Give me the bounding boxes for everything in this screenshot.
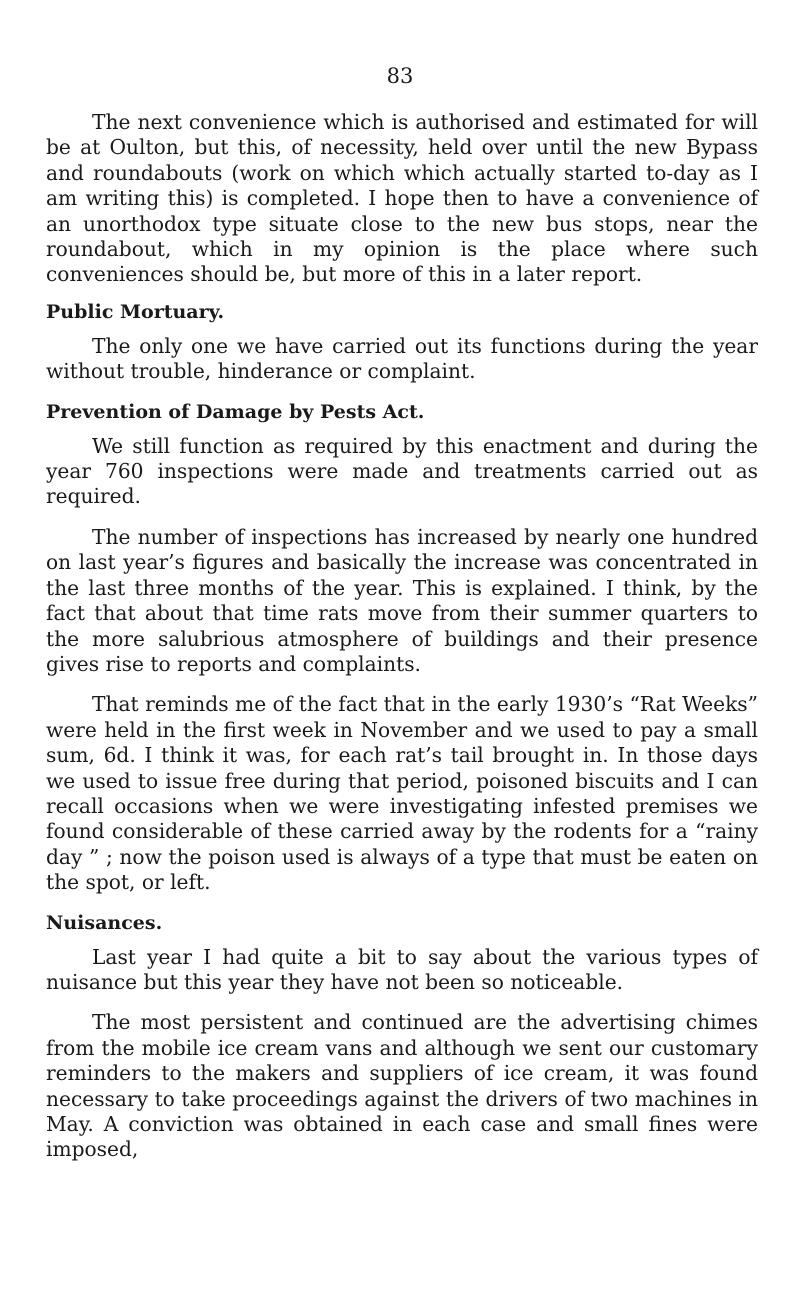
heading-prevention-of-damage-by-pests: Prevention of Damage by Pests Act. bbox=[46, 400, 425, 423]
nuisances-paragraph-1: Last year I had quite a bit to say about the various types of nuisance but this year they have not been so noticeable. bbox=[46, 944, 758, 994]
intro-paragraph: The next convenience which is authorised and estimated for will be at Oulton, but this, of necessity, held over until the new Bypass and roundabouts (work on which which actually started to-day as I am writing this) is completed. I hope then to have a convenience of an unorthodox type situate close to the new bus stops, near the roundabout, which in my opinion is the place where such conveniences should be, but more of this in a later report. bbox=[46, 110, 758, 287]
pests-paragraph-1: We still function as required by this enactment and during the year 760 inspections were made and treatments carried out as required. bbox=[46, 433, 758, 509]
document-body bbox=[46, 110, 758, 1163]
heading-nuisances: Nuisances. bbox=[46, 911, 163, 934]
nuisances-paragraph-2: The most persistent and continued are the advertising chimes from the mobile ice cream vans and although we sent our customary reminders to the makers and suppliers of ice cream, it was found necessary to take proceedings against the drivers of two machines in May. A conviction was obtained in each case and small fines were imposed, bbox=[46, 1010, 758, 1162]
pests-paragraph-2: The number of inspections has increased by nearly one hundred on last year’s figures and basically the increase was concentrated in the last three months of the year. This is explained. I think, by the fact that about that time rats move from their summer quarters to the more salubrious atmosphere of buildings and their presence gives rise to reports and complaints. bbox=[46, 524, 758, 676]
heading-public-mortuary: Public Mortuary. bbox=[46, 300, 225, 323]
page-number: 83 bbox=[386, 64, 414, 88]
pests-paragraph-3: That reminds me of the fact that in the early 1930’s “Rat Weeks” were held in the first week in November and we used to pay a small sum, 6d. I think it was, for each rat’s tail brought in. In those days we used to issue free during that period, poisoned biscuits and I can recall occasions when we were investigating infested premises we found considerable of these carried away by the rodents for a “rainy day ” ; now the poison used is always of a type that must be eaten on the spot, or left. bbox=[46, 692, 758, 895]
mortuary-paragraph: The only one we have carried out its functions during the year without trouble, hinderance or complaint. bbox=[46, 333, 758, 384]
